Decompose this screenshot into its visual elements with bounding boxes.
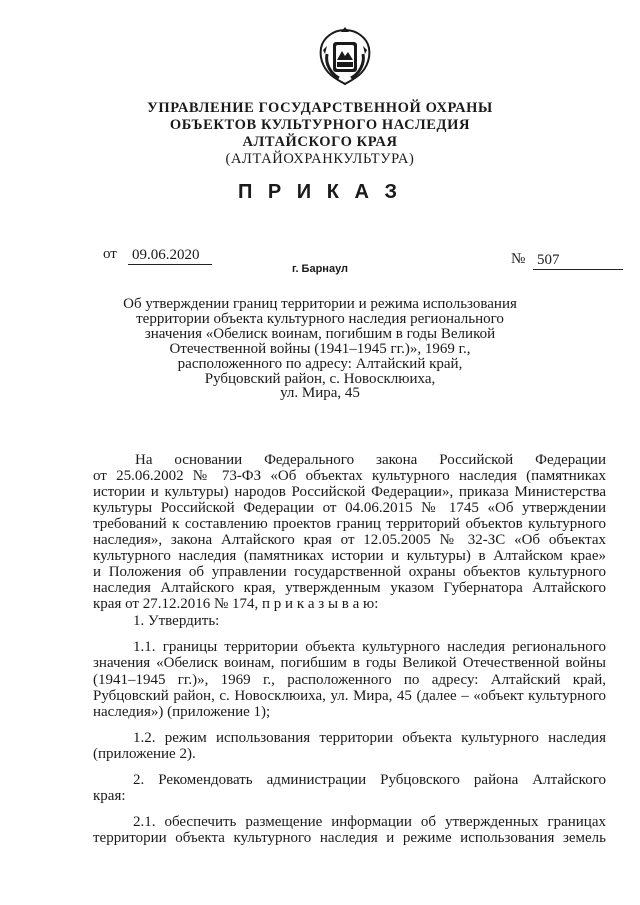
body-line: 2. Рекомендовать администрации Рубцовского района Алтайского [133,772,606,788]
header-line-3: АЛТАЙСКОГО КРАЯ [242,134,398,150]
body-line: На основании Федерального закона Российской Федерации [135,452,606,468]
number-value: 507 [533,252,623,270]
body-line: наследия Алтайского края, утвержденным указом Губернатора Алтайского [93,580,606,596]
body-line: 1. Утвердить: [133,613,220,629]
body-line: требований к составлению проектов границ территорий объектов культурного [93,516,606,532]
body-line: значения «Обелиск воинам, погибшим в годы Великой Отечественной войны [93,655,606,671]
header-line-1: УПРАВЛЕНИЕ ГОСУДАРСТВЕННОЙ ОХРАНЫ [147,100,493,116]
city-label: г. Барнаул [291,263,349,275]
subject-line: значения «Обелиск воинам, погибшим в годы Великой [144,325,496,342]
body-line: Рубцовский район, с. Новосклюиха, ул. Мира, 45 (далее – «объект культурного [93,688,606,704]
subject-line: Отечественной войны (1941–1945 гг.)», 1969 г., [169,340,471,357]
number-label: № [511,251,526,267]
date-value: 09.06.2020 [128,247,212,265]
coat-of-arms-emblem [313,24,377,88]
body-line: края от 27.12.2016 № 174, п р и к а з ы в а ю: [93,596,379,612]
body-line: истории и культуры) народов Российской Федерации», приказа Министерства [93,484,606,500]
header-line-2: ОБЪЕКТОВ КУЛЬТУРНОГО НАСЛЕДИЯ [169,117,471,133]
body-line: (1941–1945 гг.)», 1969 г., расположенного по адресу: Алтайский край, [93,672,606,688]
body-line: от 25.06.2002 № 73-ФЗ «Об объектах культурного наследия (памятниках [93,468,606,484]
subject-line: Рубцовский район, с. Новосклюиха, [204,370,436,387]
body-line: и Положения об управлении государственной охраны объектов культурного [93,564,606,580]
body-line: 1.2. режим использования территории объекта культурного наследия [133,730,606,746]
subject-line: расположенного по адресу: Алтайский край, [177,355,463,372]
body-line: культурного наследия (памятниках истории и культуры) в Алтайском крае» [93,548,606,564]
body-line: культуры Российской Федерации от 04.06.2015 № 1745 «Об утверждении [93,500,606,516]
subject-line: ул. Мира, 45 [280,385,360,402]
document-title: П Р И К А З [237,181,403,203]
order-subject [60,297,580,401]
body-line: 2.1. обеспечить размещение информации об утвержденных границах [133,814,606,830]
body-line: территории объекта культурного наследия и режиме использования земель [93,830,606,846]
body-line: наследия», закона Алтайского края от 12.05.2005 № 32-ЗС «Об объектах [93,532,606,548]
subject-line: Об утверждении границ территории и режима использования [123,296,517,312]
body-line: (приложение 2). [93,746,196,762]
date-label: от [103,246,117,262]
body-line: наследия») (приложение 1); [93,704,271,720]
body-line: 1.1. границы территории объекта культурного наследия регионального [133,639,606,655]
subject-line: территории объекта культурного наследия регионального [136,310,504,327]
header-line-4: (АЛТАЙОХРАНКУЛЬТУРА) [225,151,415,167]
body-line: края: [93,788,126,804]
